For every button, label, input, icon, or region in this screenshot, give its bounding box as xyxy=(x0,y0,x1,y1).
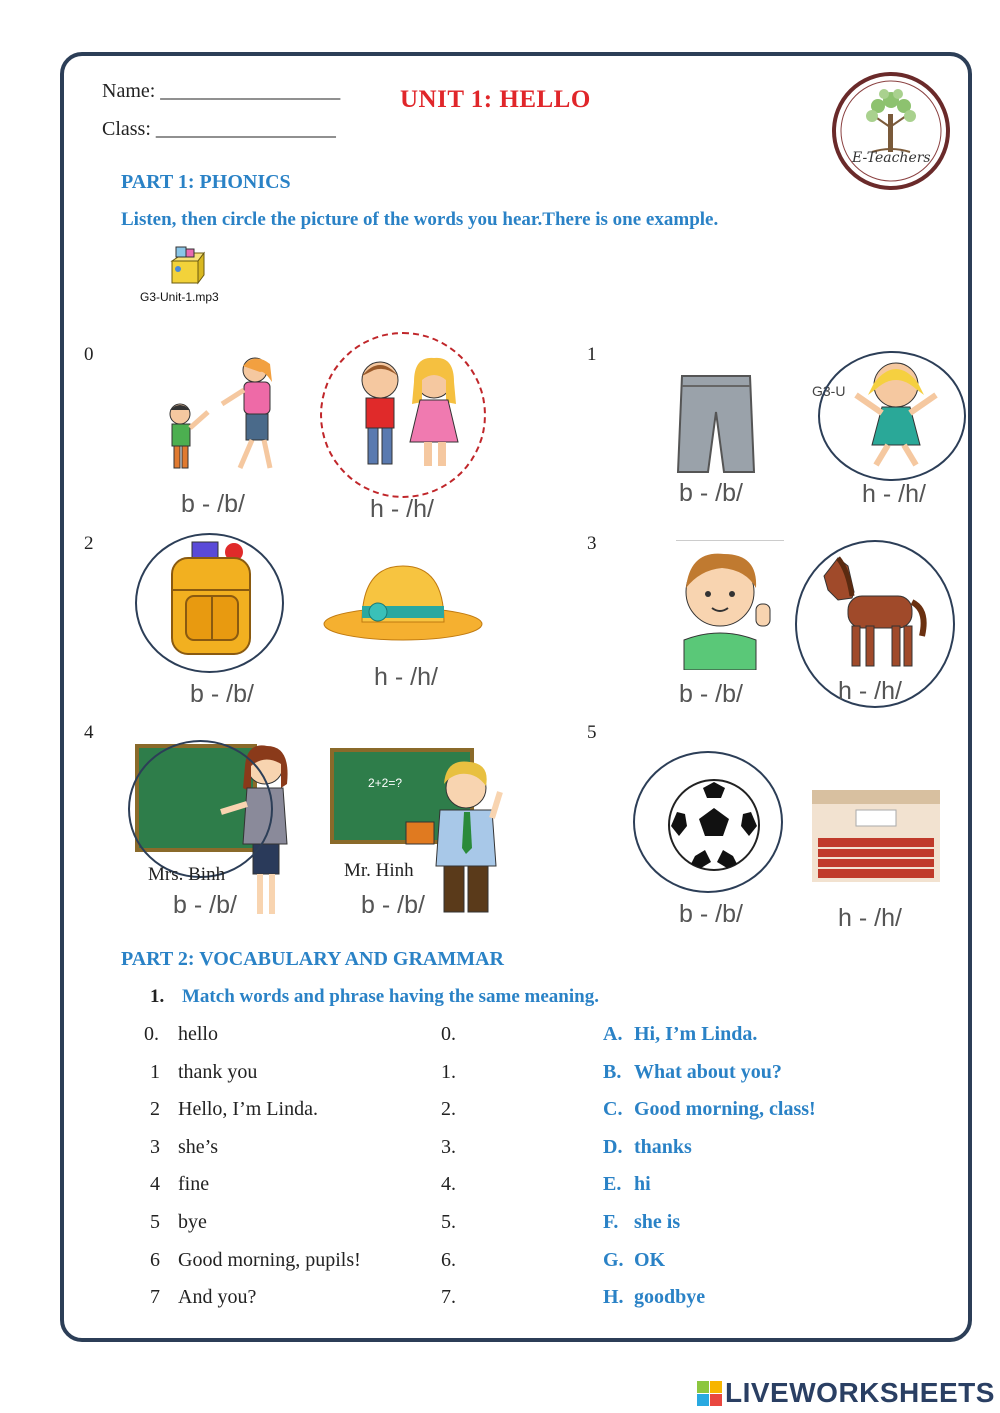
left-item-text: she’s xyxy=(178,1136,218,1158)
option-letter: C. xyxy=(603,1098,623,1120)
option-letter: G. xyxy=(603,1249,624,1271)
item1-left-phonics: b - /b/ xyxy=(679,479,743,507)
option-letter: F. xyxy=(603,1211,619,1233)
item4-left-phonics: b - /b/ xyxy=(173,891,237,919)
left-item-text: bye xyxy=(178,1211,207,1233)
kid-waving-bye-picture[interactable] xyxy=(160,352,295,480)
audio-file[interactable] xyxy=(138,245,238,307)
option-letter: B. xyxy=(603,1061,622,1083)
option-text: she is xyxy=(634,1211,681,1233)
item0-right-phonics: h - /h/ xyxy=(370,495,434,523)
left-item-text: thank you xyxy=(178,1061,258,1083)
option-text: hi xyxy=(634,1173,651,1195)
answer-slot-6[interactable]: 6. xyxy=(441,1249,456,1271)
stray-audio-label: G3-U xyxy=(812,383,846,399)
question1-number: 1. xyxy=(150,986,165,1007)
option-text: Hi, I’m Linda. xyxy=(634,1023,758,1045)
item1-right-phonics: h - /h/ xyxy=(862,480,926,508)
horse-picture[interactable] xyxy=(818,556,930,672)
chalkboard-text: 2+2=? xyxy=(368,776,403,790)
kids-saying-hello-picture[interactable] xyxy=(346,352,466,474)
left-item-num: 7 xyxy=(150,1286,160,1308)
option-text: What about you? xyxy=(634,1061,782,1083)
hall-picture[interactable] xyxy=(812,790,940,882)
liveworksheets-badge-icon xyxy=(697,1381,722,1406)
mr-hinh-label: Mr. Hinh xyxy=(344,860,414,881)
part1-instruction: Listen, then circle the picture of the words you hear.There is one example. xyxy=(121,209,719,230)
name-field-label: Name: __________________ xyxy=(102,80,341,102)
option-letter: H. xyxy=(603,1286,624,1308)
left-item-num: 6 xyxy=(150,1249,160,1271)
item4-right-phonics: b - /b/ xyxy=(361,891,425,919)
item-number-4: 4 xyxy=(84,722,94,743)
option-letter: A. xyxy=(603,1023,623,1045)
left-item-num: 4 xyxy=(150,1173,160,1195)
item-number-3: 3 xyxy=(587,533,597,554)
answer-slot-0[interactable]: 0. xyxy=(441,1023,456,1045)
boy-waving-picture[interactable] xyxy=(676,548,780,670)
left-item-num: 1 xyxy=(150,1061,160,1083)
hat-picture[interactable] xyxy=(322,560,484,644)
option-text: OK xyxy=(634,1249,666,1271)
answer-slot-7[interactable]: 7. xyxy=(441,1286,456,1308)
item3-left-phonics: b - /b/ xyxy=(679,680,743,708)
answer-slot-1[interactable]: 1. xyxy=(441,1061,456,1083)
school-bag-picture[interactable] xyxy=(162,538,262,662)
item2-right-phonics: h - /h/ xyxy=(374,663,438,691)
left-item-text: Hello, I’m Linda. xyxy=(178,1098,318,1120)
option-text: Good morning, class! xyxy=(634,1098,816,1120)
left-item-num: 2 xyxy=(150,1098,160,1120)
left-item-text: fine xyxy=(178,1173,210,1195)
left-item-text: Good morning, pupils! xyxy=(178,1249,361,1271)
item4-answer-circle xyxy=(128,740,273,878)
liveworksheets-logo[interactable] xyxy=(697,1378,995,1408)
answer-slot-4[interactable]: 4. xyxy=(441,1173,456,1195)
item5-right-phonics: h - /h/ xyxy=(838,904,902,932)
question1-instruction: Match words and phrase having the same meaning. xyxy=(182,986,599,1007)
answer-slot-2[interactable]: 2. xyxy=(441,1098,456,1120)
item3-right-phonics: h - /h/ xyxy=(838,677,902,705)
audio-file-icon xyxy=(166,245,206,287)
class-field-label: Class: __________________ xyxy=(102,118,336,140)
happy-girl-jumping-picture[interactable] xyxy=(846,355,946,473)
item-number-2: 2 xyxy=(84,533,94,554)
option-text: goodbye xyxy=(634,1286,706,1308)
item0-left-phonics: b - /b/ xyxy=(181,490,245,518)
option-letter: E. xyxy=(603,1173,622,1195)
logo-text: E-Teachers xyxy=(852,150,931,166)
option-letter: D. xyxy=(603,1136,623,1158)
item-number-1: 1 xyxy=(587,344,597,365)
item-number-5: 5 xyxy=(587,722,597,743)
part1-heading: PART 1: PHONICS xyxy=(121,171,291,193)
item5-left-phonics: b - /b/ xyxy=(679,900,743,928)
left-item-text: And you? xyxy=(178,1286,257,1308)
item-number-0: 0 xyxy=(84,344,94,365)
answer-slot-3[interactable]: 3. xyxy=(441,1136,456,1158)
left-item-num: 3 xyxy=(150,1136,160,1158)
trousers-picture[interactable] xyxy=(676,372,756,476)
part2-heading: PART 2: VOCABULARY AND GRAMMAR xyxy=(121,948,504,970)
option-text: thanks xyxy=(634,1136,692,1158)
answer-slot-5[interactable]: 5. xyxy=(441,1211,456,1233)
left-item-num: 0. xyxy=(144,1023,159,1045)
mrs-binh-label: Mrs. Binh xyxy=(148,864,226,885)
football-picture[interactable] xyxy=(667,778,761,872)
left-item-text: hello xyxy=(178,1023,218,1045)
page-title: UNIT 1: HELLO xyxy=(400,86,591,113)
divider-line xyxy=(676,540,784,541)
left-item-num: 5 xyxy=(150,1211,160,1233)
e-teachers-logo xyxy=(832,72,950,190)
audio-file-label: G3-Unit-1.mp3 xyxy=(140,290,219,304)
liveworksheets-brand-text: LIVEWORKSHEETS xyxy=(725,1377,995,1408)
item2-left-phonics: b - /b/ xyxy=(190,680,254,708)
